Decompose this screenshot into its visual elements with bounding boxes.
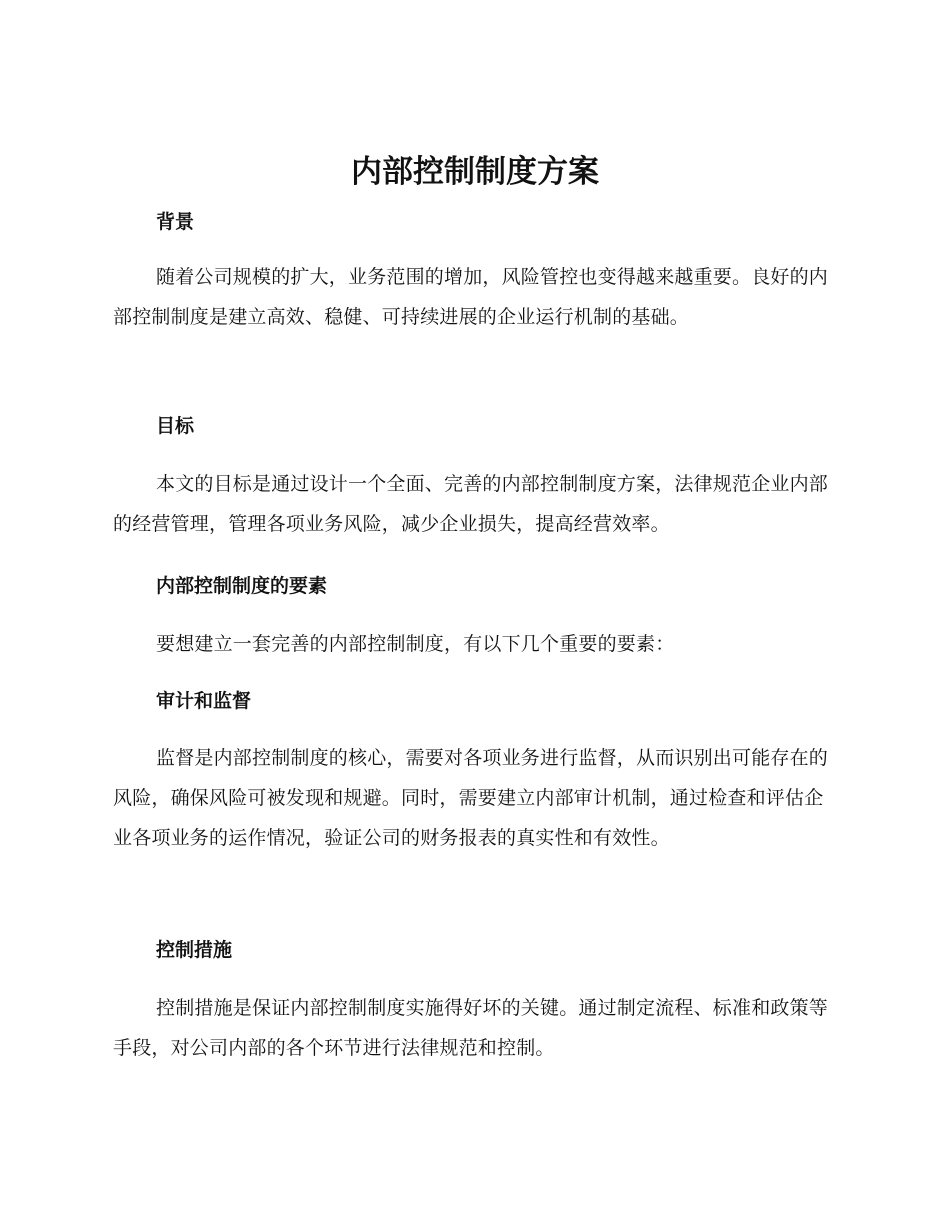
section-heading-audit: 审计和监督 xyxy=(156,690,252,712)
section-body-background: 随着公司规模的扩大，业务范围的增加，风险管控也变得越来越重要。良好的内部控制制度是建立高效、稳健、可持续进展的企业运行机制的基础。 xyxy=(113,266,829,328)
section-body-goal: 本文的目标是通过设计一个全面、完善的内部控制制度方案，法律规范企业内部的经营管理，管理各项业务风险，减少企业损失，提高经营效率。 xyxy=(113,473,829,535)
section-heading-controls: 控制措施 xyxy=(156,939,233,961)
section-body-controls: 控制措施是保证内部控制制度实施得好坏的关键。通过制定流程、标准和政策等手段，对公司内部的各个环节进行法律规范和控制。 xyxy=(113,997,829,1059)
section-body-audit: 监督是内部控制制度的核心，需要对各项业务进行监督，从而识别出可能存在的风险，确保风险可被发现和规避。同时，需要建立内部审计机制，通过检查和评估企业各项业务的运作情况，验证公司的财务报表的真实性和有效性。 xyxy=(113,747,829,849)
section-heading-background: 背景 xyxy=(156,211,195,233)
section-body-elements: 要想建立一套完善的内部控制制度，有以下几个重要的要素： xyxy=(156,633,675,655)
document-title: 内部控制制度方案 xyxy=(351,154,599,190)
section-heading-goal: 目标 xyxy=(156,415,195,437)
section-heading-elements: 内部控制制度的要素 xyxy=(156,575,328,597)
